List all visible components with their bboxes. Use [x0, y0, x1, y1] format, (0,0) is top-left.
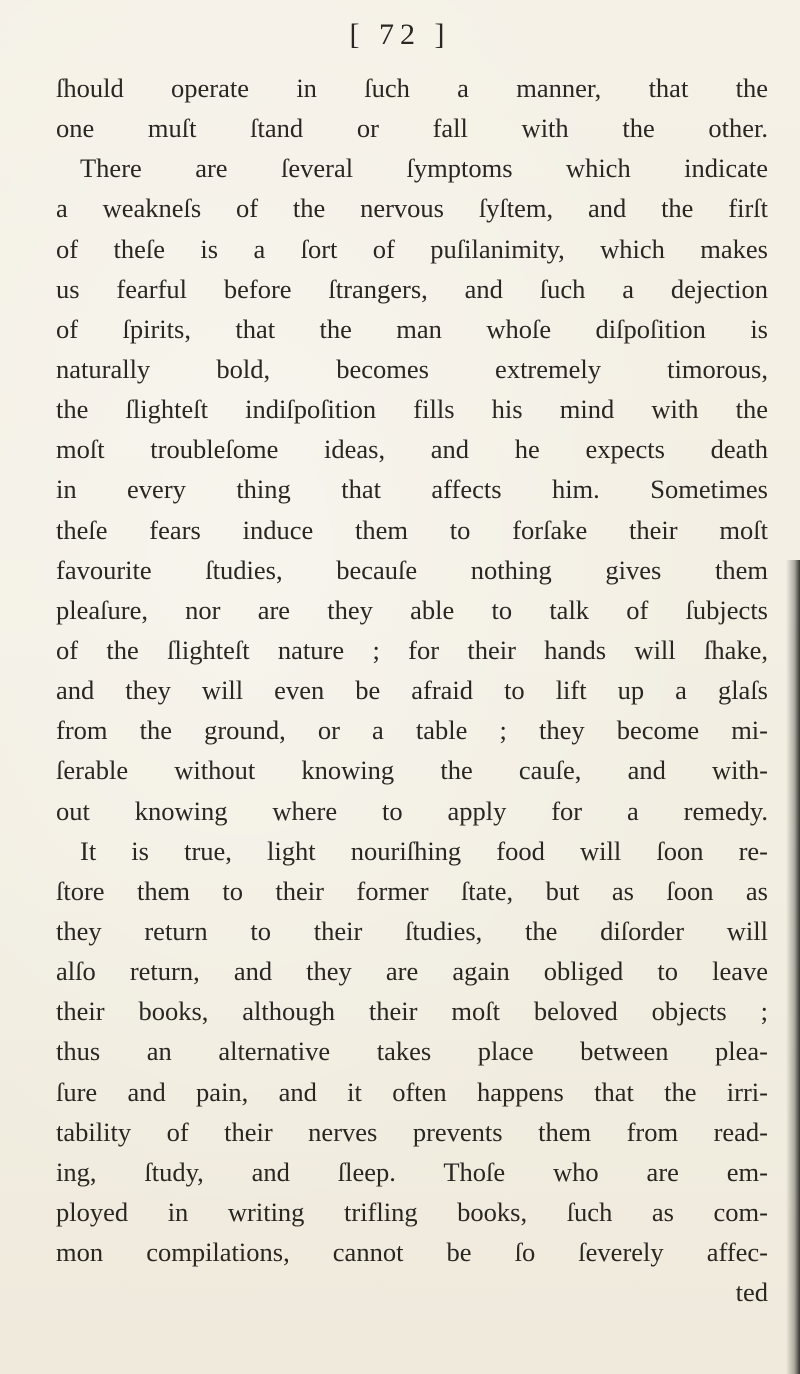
- text-line: mon compilations, cannot be ſo ſeverely affec-: [56, 1237, 768, 1268]
- text-line: a weakneſs of the nervous ſyſtem, and the firſt: [56, 193, 768, 224]
- body-text: [56, 68, 768, 1312]
- text-line: pleaſure, nor are they able to talk of ſubjects: [56, 594, 768, 625]
- text-line: they return to their ſtudies, the diſorder will: [56, 915, 768, 946]
- text-line: out knowing where to apply for a remedy.: [56, 795, 768, 826]
- text-line: It is true, light nouriſhing food will ſoon re-: [80, 835, 768, 866]
- text-line: theſe fears induce them to forſake their moſt: [56, 514, 768, 545]
- text-line: ſerable without knowing the cauſe, and with-: [56, 755, 768, 786]
- text-line: and they will even be afraid to lift up a glaſs: [56, 675, 768, 706]
- text-line: of ſpirits, that the man whoſe diſpoſition is: [56, 313, 768, 344]
- text-line: in every thing that affects him. Sometimes: [56, 474, 768, 505]
- text-line: us fearful before ſtrangers, and ſuch a dejection: [56, 273, 768, 304]
- text-line: thus an alternative takes place between plea-: [56, 1036, 768, 1067]
- text-line: ſtore them to their former ſtate, but as ſoon as: [56, 875, 768, 906]
- text-line: ing, ſtudy, and ſleep. Thoſe who are em-: [56, 1156, 768, 1187]
- text-line: naturally bold, becomes extremely timorous,: [56, 353, 768, 384]
- text-line: tability of their nerves prevents them from read-: [56, 1116, 768, 1147]
- page-edge-shadow: [786, 560, 800, 1374]
- page-number-header: [ 72 ]: [349, 18, 451, 51]
- text-line: one muſt ſtand or fall with the other.: [56, 113, 768, 144]
- text-line: moſt troubleſome ideas, and he expects death: [56, 434, 768, 465]
- text-line: There are ſeveral ſymptoms which indicate: [80, 153, 768, 184]
- catchword: ted: [735, 1277, 768, 1308]
- text-line: ployed in writing trifling books, ſuch as com-: [56, 1196, 768, 1227]
- text-line: of theſe is a ſort of puſilanimity, which makes: [56, 233, 768, 264]
- text-line: their books, although their moſt beloved objects ;: [56, 996, 768, 1027]
- text-line: alſo return, and they are again obliged to leave: [56, 956, 768, 987]
- text-line: ſure and pain, and it often happens that the irri-: [56, 1076, 768, 1107]
- text-line: ſhould operate in ſuch a manner, that the: [56, 73, 768, 103]
- text-line: from the ground, or a table ; they become mi-: [56, 715, 768, 746]
- text-line: the ſlighteſt indiſpoſition fills his mind with the: [56, 394, 768, 425]
- text-line: favourite ſtudies, becauſe nothing gives them: [56, 554, 768, 585]
- text-line: of the ſlighteſt nature ; for their hands will ſhake,: [56, 634, 768, 665]
